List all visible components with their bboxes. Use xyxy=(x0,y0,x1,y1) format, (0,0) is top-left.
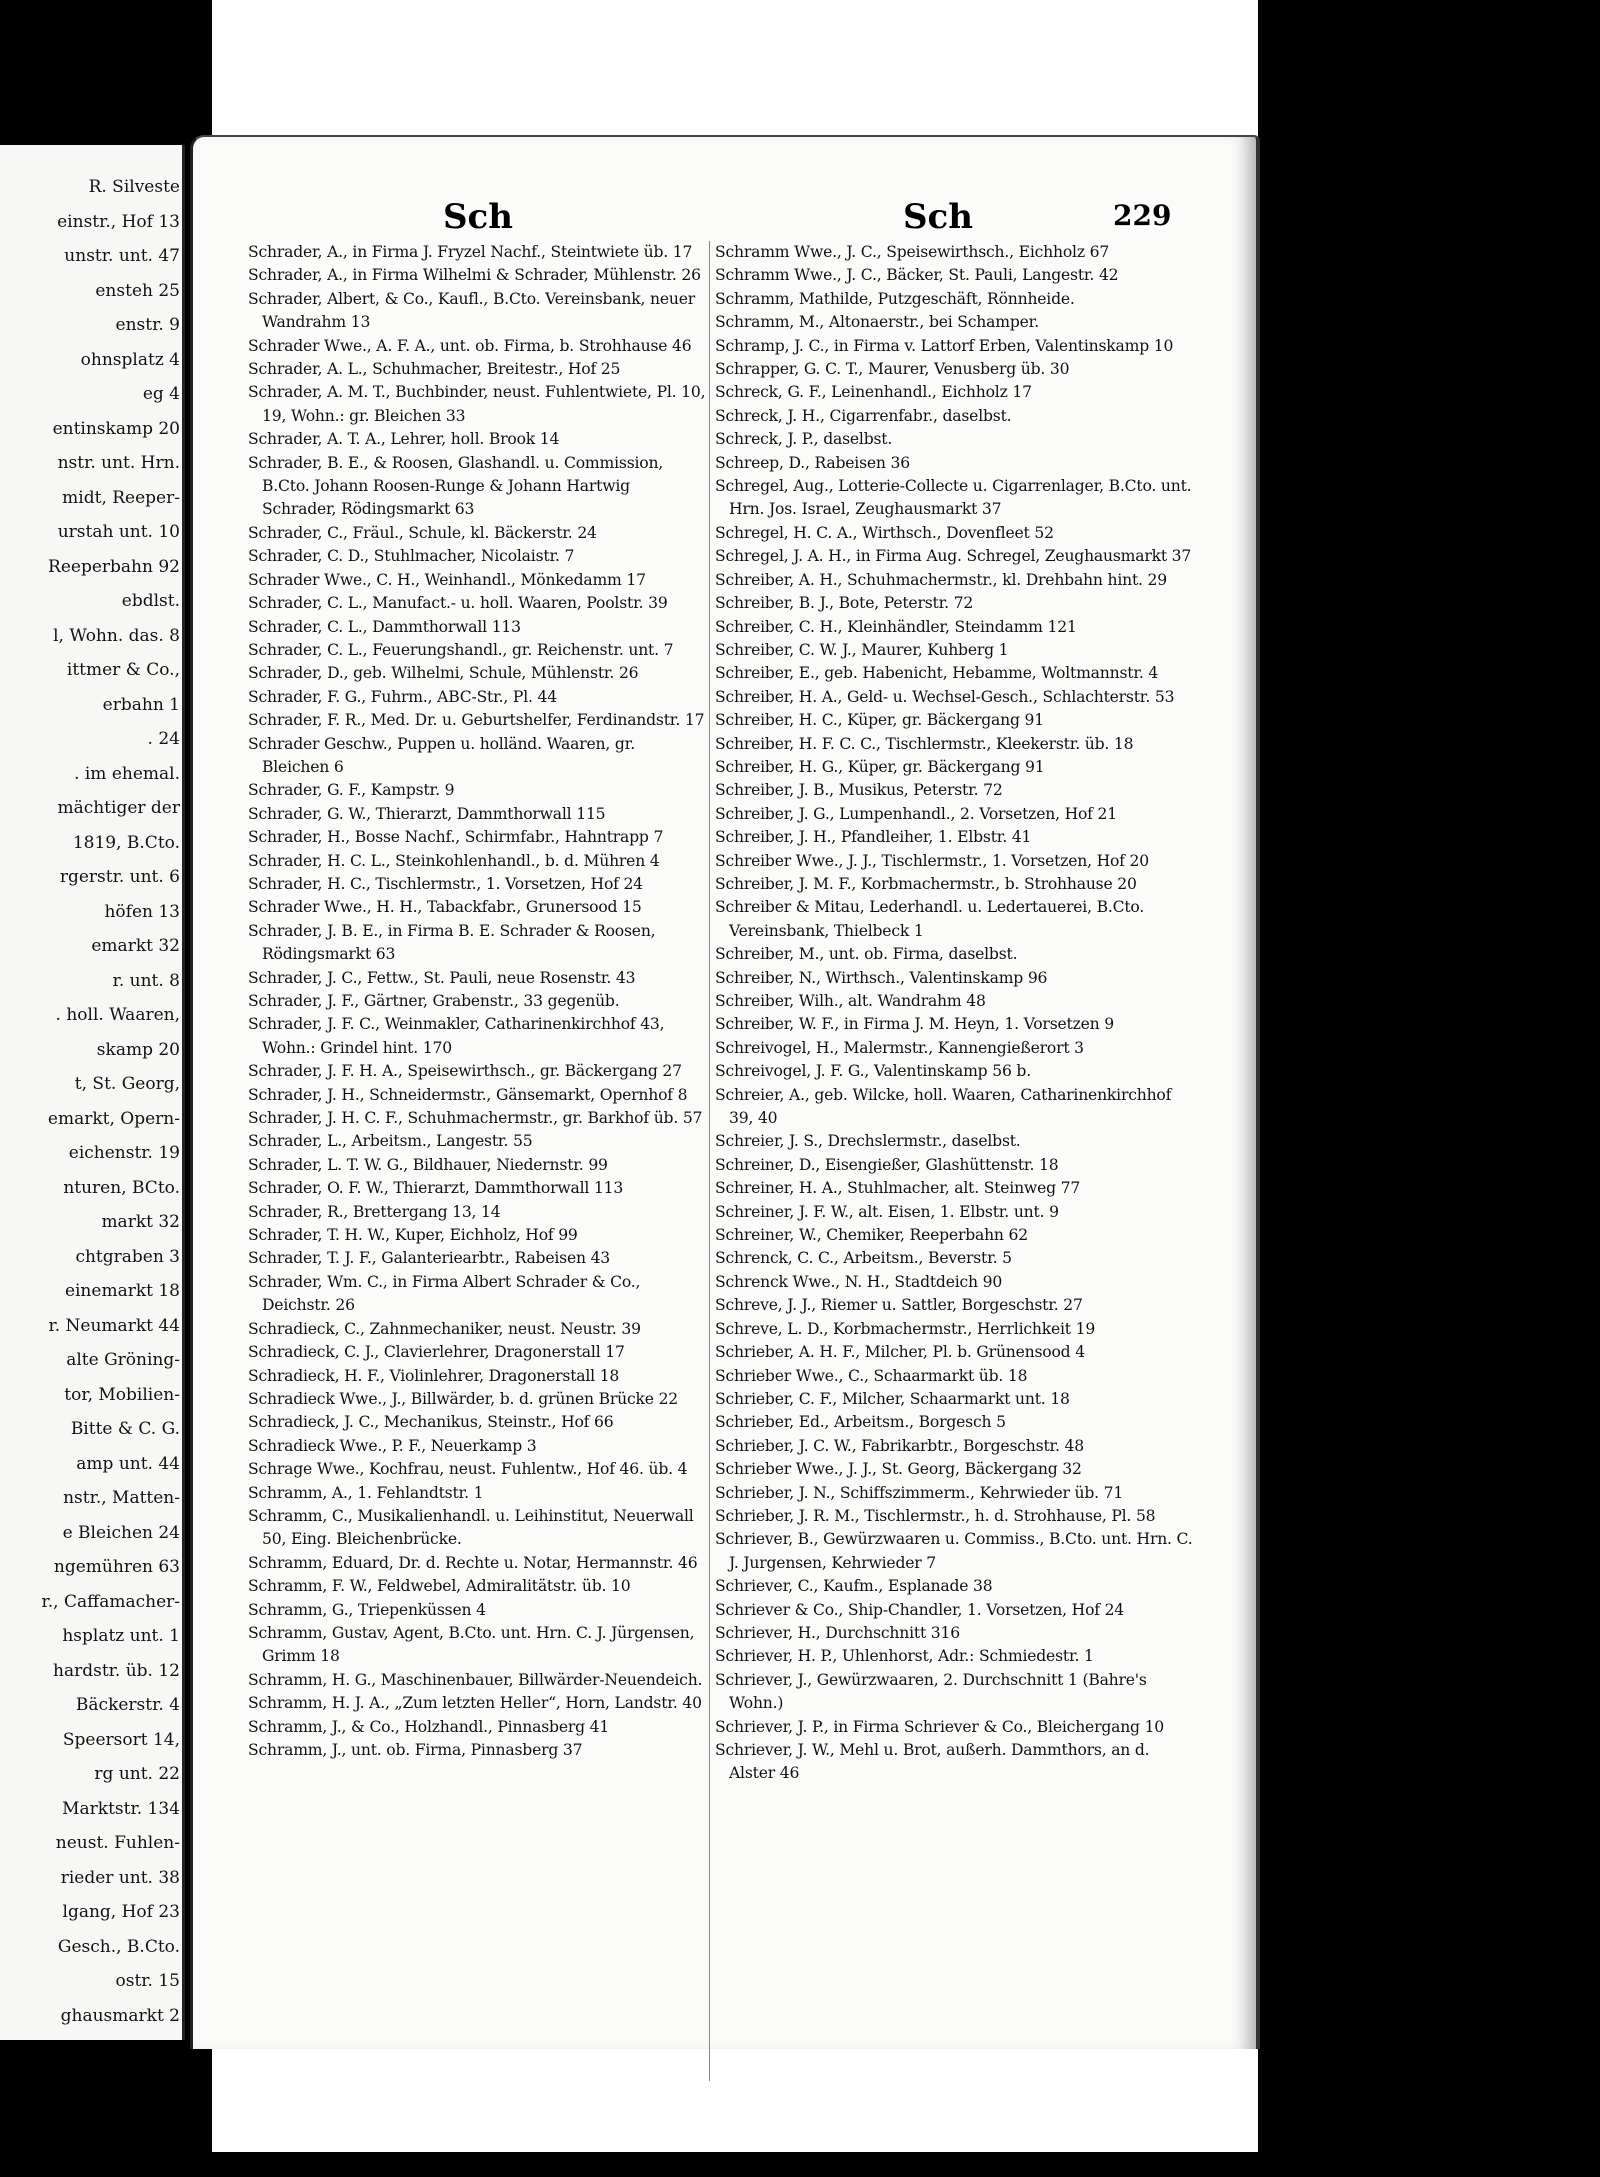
directory-entry: Schrader, J. H., Schneidermstr., Gänsemarkt, Opernhof 8 xyxy=(248,1085,688,1104)
directory-entry: Schradieck Wwe., P. F., Neuerkamp 3 xyxy=(248,1436,537,1455)
directory-entry: Schrader, L. T. W. G., Bildhauer, Niedernstr. 99 xyxy=(248,1155,608,1174)
margin-fragment: 1819, B.Cto. xyxy=(72,832,180,853)
directory-entry: Schreiner, W., Chemiker, Reeperbahn 62 xyxy=(715,1226,1028,1245)
directory-entry: Schrader, C., Fräul., Schule, kl. Bäckerstr. 24 xyxy=(248,523,597,542)
directory-entry: Schrader, O. F. W., Thierarzt, Dammthorwall 113 xyxy=(248,1179,624,1198)
directory-entry: Schreiber, J. B., Musikus, Peterstr. 72 xyxy=(715,781,1003,800)
previous-page-fragment xyxy=(0,145,185,2040)
margin-fragment: . im ehemal. xyxy=(74,763,180,784)
directory-entry: Schrader, F. G., Fuhrm., ABC-Str., Pl. 44 xyxy=(248,687,557,706)
page-number: 229 xyxy=(1113,199,1172,232)
directory-entry: Schreivogel, J. F. G., Valentinskamp 56 b. xyxy=(715,1062,1031,1081)
margin-fragment: mächtiger der xyxy=(57,798,180,818)
directory-entry: Schreck, J. P., daselbst. xyxy=(715,430,893,449)
directory-entry: Schriever, H., Durchschnitt 316 xyxy=(715,1623,960,1642)
running-header-left: Sch xyxy=(443,197,513,237)
directory-entry: Schreiner, D., Eisengießer, Glashüttenstr. 18 xyxy=(715,1155,1059,1174)
margin-fragment: Marktstr. 134 xyxy=(62,1798,180,1819)
directory-entry: Schreve, L. D., Korbmachermstr., Herrlichkeit 19 xyxy=(715,1319,1096,1338)
directory-entry: Schreiner, H. A., Stuhlmacher, alt. Steinweg 77 xyxy=(715,1179,1081,1198)
margin-fragment: r. unt. 8 xyxy=(112,970,180,991)
column-divider xyxy=(709,241,710,2081)
directory-entry: Schreiber, H. A., Geld- u. Wechsel-Gesch., Schlachterstr. 53 xyxy=(715,687,1175,706)
directory-entry: Schrader, T. H. W., Kuper, Eichholz, Hof 99 xyxy=(248,1226,578,1245)
margin-fragment: e Bleichen 24 xyxy=(62,1522,180,1543)
directory-entry: Schregel, H. C. A., Wirthsch., Dovenfleet 52 xyxy=(715,523,1054,542)
margin-fragment: nstr. unt. Hrn. xyxy=(57,453,180,473)
directory-entry: Schrieber, J. R. M., Tischlermstr., h. d. Strohhause, Pl. 58 xyxy=(715,1506,1156,1525)
directory-entry: Schrader, A. L., Schuhmacher, Breitestr., Hof 25 xyxy=(248,360,621,379)
directory-entry: Schrader, C. L., Manufact.- u. holl. Waaren, Poolstr. 39 xyxy=(248,594,668,613)
margin-fragment: emarkt 32 xyxy=(91,936,180,956)
margin-fragment: skamp 20 xyxy=(96,1039,180,1060)
directory-entry: Schramm, F. W., Feldwebel, Admiralitätstr. üb. 10 xyxy=(248,1577,631,1596)
directory-entry: Schrieber Wwe., C., Schaarmarkt üb. 18 xyxy=(715,1366,1028,1385)
directory-entry: Schreier, J. S., Drechslermstr., daselbst. xyxy=(715,1132,1021,1151)
directory-entry: Schreck, J. H., Cigarrenfabr., daselbst. xyxy=(715,406,1012,425)
margin-fragment: markt 32 xyxy=(101,1212,180,1232)
directory-entry: Schrenck, C. C., Arbeitsm., Beverstr. 5 xyxy=(715,1249,1012,1268)
margin-fragment: emarkt, Opern- xyxy=(47,1108,180,1129)
directory-entry: Schramm, G., Triepenküssen 4 xyxy=(248,1600,486,1619)
directory-entry: Schreiber, J. H., Pfandleiher, 1. Elbstr. 41 xyxy=(715,828,1032,847)
directory-entry: Schreiber, W. F., in Firma J. M. Heyn, 1. Vorsetzen 9 xyxy=(715,1015,1114,1034)
directory-entry: Schrader Wwe., A. F. A., unt. ob. Firma, b. Strohhause 46 xyxy=(248,336,692,355)
margin-fragment: ensteh 25 xyxy=(95,280,180,301)
margin-fragment: r. Neumarkt 44 xyxy=(48,1315,180,1336)
entries-column-left xyxy=(248,241,706,1762)
margin-fragment: erbahn 1 xyxy=(102,694,180,715)
margin-fragment: entinskamp 20 xyxy=(52,418,180,439)
margin-fragment: tor, Mobilien- xyxy=(64,1384,180,1405)
directory-entry: Schregel, Aug., Lotterie-Collecte u. Cigarrenlager, B.Cto. unt. Hrn. Jos. Israel, Zeughausmarkt 37 xyxy=(715,477,1192,519)
directory-entry: Schrader, A., in Firma Wilhelmi & Schrader, Mühlenstr. 26 xyxy=(248,266,701,285)
directory-entry: Schramm, M., Altonaerstr., bei Schamper. xyxy=(715,313,1039,332)
directory-entry: Schrader, J. H. C. F., Schuhmachermstr., gr. Barkhof üb. 57 xyxy=(248,1109,703,1128)
directory-entry: Schrader, B. E., & Roosen, Glashandl. u. Commission, B.Cto. Johann Roosen-Runge & Johann Hartwig Schrader, Rödingsmarkt 63 xyxy=(248,453,664,519)
directory-entry: Schreiber, J. G., Lumpenhandl., 2. Vorsetzen, Hof 21 xyxy=(715,804,1117,823)
directory-entry: Schriever, J. W., Mehl u. Brot, außerh. Dammthors, an d. Alster 46 xyxy=(715,1741,1150,1783)
margin-fragment: . holl. Waaren, xyxy=(55,1005,180,1025)
directory-entry: Schrenck Wwe., N. H., Stadtdeich 90 xyxy=(715,1272,1003,1291)
margin-fragment: höfen 13 xyxy=(104,901,180,922)
directory-entry: Schrader, A., in Firma J. Fryzel Nachf., Steintwiete üb. 17 xyxy=(248,243,693,261)
margin-fragment: t, St. Georg, xyxy=(74,1074,180,1094)
directory-entry: Schregel, J. A. H., in Firma Aug. Schregel, Zeughausmarkt 37 xyxy=(715,547,1192,566)
margin-fragment: Gesch., B.Cto. xyxy=(57,1936,180,1957)
margin-fragment: rgerstr. unt. 6 xyxy=(59,867,180,887)
entries-column-right xyxy=(715,241,1193,1786)
directory-entry: Schrader, G. F., Kampstr. 9 xyxy=(248,781,455,800)
directory-entry: Schrader, Wm. C., in Firma Albert Schrader & Co., Deichstr. 26 xyxy=(248,1272,641,1315)
directory-entry: Schramm, A., 1. Fehlandtstr. 1 xyxy=(248,1483,484,1502)
margin-fragment: midt, Reeper- xyxy=(62,487,180,508)
directory-entry: Schrieber, C. F., Milcher, Schaarmarkt unt. 18 xyxy=(715,1389,1070,1408)
directory-entry: Schreiber, B. J., Bote, Peterstr. 72 xyxy=(715,594,974,613)
directory-entry: Schrader, C. L., Dammthorwall 113 xyxy=(248,617,521,636)
directory-entry: Schrader, J. B. E., in Firma B. E. Schrader & Roosen, Rödingsmarkt 63 xyxy=(248,921,656,964)
margin-fragment: eichenstr. 19 xyxy=(68,1143,180,1163)
directory-entry: Schramm, Eduard, Dr. d. Rechte u. Notar, Hermannstr. 46 xyxy=(248,1553,698,1572)
directory-entry: Schrieber Wwe., J. J., St. Georg, Bäckergang 32 xyxy=(715,1460,1082,1479)
scan-border-bottom xyxy=(0,2152,1600,2177)
directory-entry: Schrader, H. C. L., Steinkohlenhandl., b. d. Mühren 4 xyxy=(248,851,660,870)
directory-entry: Schreiber, Wilh., alt. Wandrahm 48 xyxy=(715,992,986,1010)
directory-entry: Schramm, J., unt. ob. Firma, Pinnasberg 37 xyxy=(248,1741,583,1759)
directory-entry: Schradieck, J. C., Mechanikus, Steinstr., Hof 66 xyxy=(248,1413,614,1432)
directory-entry: Schreiber, C. H., Kleinhändler, Steindamm 121 xyxy=(715,617,1077,636)
directory-entry: Schramm, H. J. A., „Zum letzten Heller“, Horn, Landstr. 40 xyxy=(248,1694,702,1713)
margin-fragment: Bitte & C. G. xyxy=(70,1419,180,1439)
scan-border-right xyxy=(1258,0,1600,2177)
directory-entry: Schrader, H., Bosse Nachf., Schirmfabr., Hahntrapp 7 xyxy=(248,828,664,847)
margin-fragment: nstr., Matten- xyxy=(63,1488,180,1508)
margin-fragment: enstr. 9 xyxy=(115,315,180,335)
directory-page xyxy=(190,135,1260,2049)
margin-fragment: Bäckerstr. 4 xyxy=(75,1695,180,1715)
margin-fragment: l, Wohn. das. 8 xyxy=(53,625,180,646)
margin-fragment: hsplatz unt. 1 xyxy=(62,1626,180,1646)
directory-entry: Schriever, B., Gewürzwaaren u. Commiss., B.Cto. unt. Hrn. C. J. Jurgensen, Kehrwieder 7 xyxy=(715,1530,1193,1572)
directory-entry: Schrader, D., geb. Wilhelmi, Schule, Mühlenstr. 26 xyxy=(248,664,639,683)
directory-entry: Schramm, J., & Co., Holzhandl., Pinnasberg 41 xyxy=(248,1717,610,1736)
directory-entry: Schramm, C., Musikalienhandl. u. Leihinstitut, Neuerwall 50, Eing. Bleichenbrücke. xyxy=(248,1506,694,1549)
margin-fragment: Reeperbahn 92 xyxy=(48,556,180,577)
directory-entry: Schrader, L., Arbeitsm., Langestr. 55 xyxy=(248,1132,533,1151)
running-header-right: Sch xyxy=(903,197,973,237)
margin-fragment: rg unt. 22 xyxy=(94,1764,180,1784)
directory-entry: Schreiner, J. F. W., alt. Eisen, 1. Elbstr. unt. 9 xyxy=(715,1202,1059,1221)
directory-entry: Schradieck Wwe., J., Billwärder, b. d. grünen Brücke 22 xyxy=(248,1389,679,1408)
margin-fragment: eg 4 xyxy=(142,384,180,404)
directory-entry: Schriever & Co., Ship-Chandler, 1. Vorsetzen, Hof 24 xyxy=(715,1600,1125,1619)
directory-entry: Schrader, J. F. C., Weinmakler, Catharinenkirchhof 43, Wohn.: Grindel hint. 170 xyxy=(248,1015,665,1057)
directory-entry: Schrader, J. F., Gärtner, Grabenstr., 33 gegenüb. xyxy=(248,992,620,1010)
directory-entry: Schrieber, Ed., Arbeitsm., Borgesch 5 xyxy=(715,1413,1006,1432)
directory-entry: Schreiber, H. C., Küper, gr. Bäckergang 91 xyxy=(715,711,1044,730)
margin-fragment: ittmer & Co., xyxy=(66,660,180,680)
directory-entry: Schramm, Mathilde, Putzgeschäft, Rönnheide. xyxy=(715,289,1075,308)
directory-entry: Schrieber, A. H. F., Milcher, Pl. b. Grünensood 4 xyxy=(715,1343,1085,1362)
margin-fragment: . 24 xyxy=(147,729,180,749)
directory-entry: Schreiber, C. W. J., Maurer, Kuhberg 1 xyxy=(715,640,1009,659)
margin-fragment: amp unt. 44 xyxy=(76,1453,180,1474)
margin-fragment: urstah unt. 10 xyxy=(57,522,180,542)
directory-entry: Schrader, C. L., Feuerungshandl., gr. Reichenstr. unt. 7 xyxy=(248,640,674,659)
directory-entry: Schreiber, J. M. F., Korbmachermstr., b. Strohhause 20 xyxy=(715,874,1137,893)
directory-entry: Schrader, J. C., Fettw., St. Pauli, neue Rosenstr. 43 xyxy=(248,968,636,987)
directory-entry: Schradieck, C., Zahnmechaniker, neust. Neustr. 39 xyxy=(248,1319,641,1338)
margin-fragment: nturen, BCto. xyxy=(63,1177,180,1198)
directory-entry: Schrader Geschw., Puppen u. holländ. Waaren, gr. Bleichen 6 xyxy=(248,734,635,776)
directory-entry: Schreier, A., geb. Wilcke, holl. Waaren, Catharinenkirchhof 39, 40 xyxy=(715,1085,1172,1128)
directory-entry: Schramm Wwe., J. C., Bäcker, St. Pauli, Langestr. 42 xyxy=(715,266,1119,285)
directory-entry: Schrage Wwe., Kochfrau, neust. Fuhlentw., Hof 46. üb. 4 xyxy=(248,1460,688,1479)
margin-fragment: ghausmarkt 2 xyxy=(60,2005,180,2026)
directory-entry: Schreck, G. F., Leinenhandl., Eichholz 17 xyxy=(715,383,1032,402)
directory-entry: Schrader, Albert, & Co., Kaufl., B.Cto. Vereinsbank, neuer Wandrahm 13 xyxy=(248,289,696,332)
margin-fragment: unstr. unt. 47 xyxy=(64,246,180,266)
margin-fragment: rieder unt. 38 xyxy=(60,1867,180,1888)
margin-fragment: lgang, Hof 23 xyxy=(62,1902,180,1922)
directory-entry: Schriever, J., Gewürzwaaren, 2. Durchschnitt 1 (Bahre's Wohn.) xyxy=(715,1670,1147,1713)
directory-entry: Schrader, T. J. F., Galanteriearbtr., Rabeisen 43 xyxy=(248,1249,611,1268)
directory-entry: Schreep, D., Rabeisen 36 xyxy=(715,453,910,472)
directory-entry: Schrader Wwe., H. H., Tabackfabr., Grunersood 15 xyxy=(248,898,642,917)
directory-entry: Schrader, F. R., Med. Dr. u. Geburtshelfer, Ferdinandstr. 17 xyxy=(248,711,705,730)
directory-entry: Schreiber, N., Wirthsch., Valentinskamp 96 xyxy=(715,968,1048,987)
directory-entry: Schreve, J. J., Riemer u. Sattler, Borgeschstr. 27 xyxy=(715,1296,1083,1315)
margin-fragment: ohnsplatz 4 xyxy=(80,349,180,370)
margin-fragment: R. Silveste xyxy=(88,177,180,197)
margin-fragment: ebdlst. xyxy=(121,591,180,611)
directory-entry: Schrader Wwe., C. H., Weinhandl., Mönkedamm 17 xyxy=(248,570,646,589)
directory-entry: Schramm Wwe., J. C., Speisewirthsch., Eichholz 67 xyxy=(715,243,1110,261)
directory-entry: Schramp, J. C., in Firma v. Lattorf Erben, Valentinskamp 10 xyxy=(715,336,1174,355)
directory-entry: Schradieck, C. J., Clavierlehrer, Dragonerstall 17 xyxy=(248,1343,625,1362)
directory-entry: Schriever, C., Kaufm., Esplanade 38 xyxy=(715,1577,993,1596)
directory-entry: Schriever, H. P., Uhlenhorst, Adr.: Schmiedestr. 1 xyxy=(715,1647,1094,1666)
directory-entry: Schrader, J. F. H. A., Speisewirthsch., gr. Bäckergang 27 xyxy=(248,1062,682,1081)
directory-entry: Schrader, A. T. A., Lehrer, holl. Brook 14 xyxy=(248,430,560,449)
directory-entry: Schrader, C. D., Stuhlmacher, Nicolaistr. 7 xyxy=(248,547,575,566)
directory-entry: Schramm, H. G., Maschinenbauer, Billwärder-Neuendeich. xyxy=(248,1670,703,1689)
margin-fragment: chtgraben 3 xyxy=(75,1246,180,1267)
margin-fragment: hardstr. üb. 12 xyxy=(53,1660,180,1681)
margin-fragment: einstr., Hof 13 xyxy=(57,211,180,232)
directory-entry: Schrader, H. C., Tischlermstr., 1. Vorsetzen, Hof 24 xyxy=(248,874,643,893)
directory-entry: Schradieck, H. F., Violinlehrer, Dragonerstall 18 xyxy=(248,1366,620,1385)
directory-entry: Schrader, G. W., Thierarzt, Dammthorwall 115 xyxy=(248,804,606,823)
directory-entry: Schriever, J. P., in Firma Schriever & Co., Bleichergang 10 xyxy=(715,1717,1165,1736)
directory-entry: Schreiber, H. F. C. C., Tischlermstr., Kleekerstr. üb. 18 xyxy=(715,734,1134,753)
margin-fragment: r., Caffamacher- xyxy=(41,1591,180,1612)
directory-entry: Schrader, A. M. T., Buchbinder, neust. Fuhlentwiete, Pl. 10, 19, Wohn.: gr. Bleichen 33 xyxy=(248,383,706,425)
directory-entry: Schreiber, H. G., Küper, gr. Bäckergang 91 xyxy=(715,757,1045,776)
directory-entry: Schreiber, A. H., Schuhmachermstr., kl. Drehbahn hint. 29 xyxy=(715,570,1167,589)
directory-entry: Schramm, Gustav, Agent, B.Cto. unt. Hrn. C. J. Jürgensen, Grimm 18 xyxy=(248,1623,695,1666)
directory-entry: Schreiber, M., unt. ob. Firma, daselbst. xyxy=(715,945,1018,964)
directory-entry: Schrieber, J. C. W., Fabrikarbtr., Borgeschstr. 48 xyxy=(715,1436,1085,1455)
directory-entry: Schrieber, J. N., Schiffszimmerm., Kehrwieder üb. 71 xyxy=(715,1483,1124,1502)
margin-fragment: ngemühren 63 xyxy=(53,1557,180,1577)
directory-entry: Schrapper, G. C. T., Maurer, Venusberg üb. 30 xyxy=(715,360,1070,379)
margin-fragment: neust. Fuhlen- xyxy=(55,1833,180,1853)
directory-entry: Schreiber Wwe., J. J., Tischlermstr., 1. Vorsetzen, Hof 20 xyxy=(715,851,1149,870)
directory-entry: Schreiber & Mitau, Lederhandl. u. Ledertauerei, B.Cto. Vereinsbank, Thielbeck 1 xyxy=(715,898,1145,940)
directory-entry: Schreiber, E., geb. Habenicht, Hebamme, Woltmannstr. 4 xyxy=(715,664,1159,683)
directory-entry: Schrader, R., Brettergang 13, 14 xyxy=(248,1202,501,1221)
margin-fragment: alte Gröning- xyxy=(66,1350,180,1370)
margin-fragment: Speersort 14, xyxy=(62,1729,180,1750)
directory-entry: Schreivogel, H., Malermstr., Kannengießerort 3 xyxy=(715,1038,1084,1057)
margin-fragment: ostr. 15 xyxy=(115,1971,180,1991)
margin-fragment: einemarkt 18 xyxy=(64,1281,180,1301)
